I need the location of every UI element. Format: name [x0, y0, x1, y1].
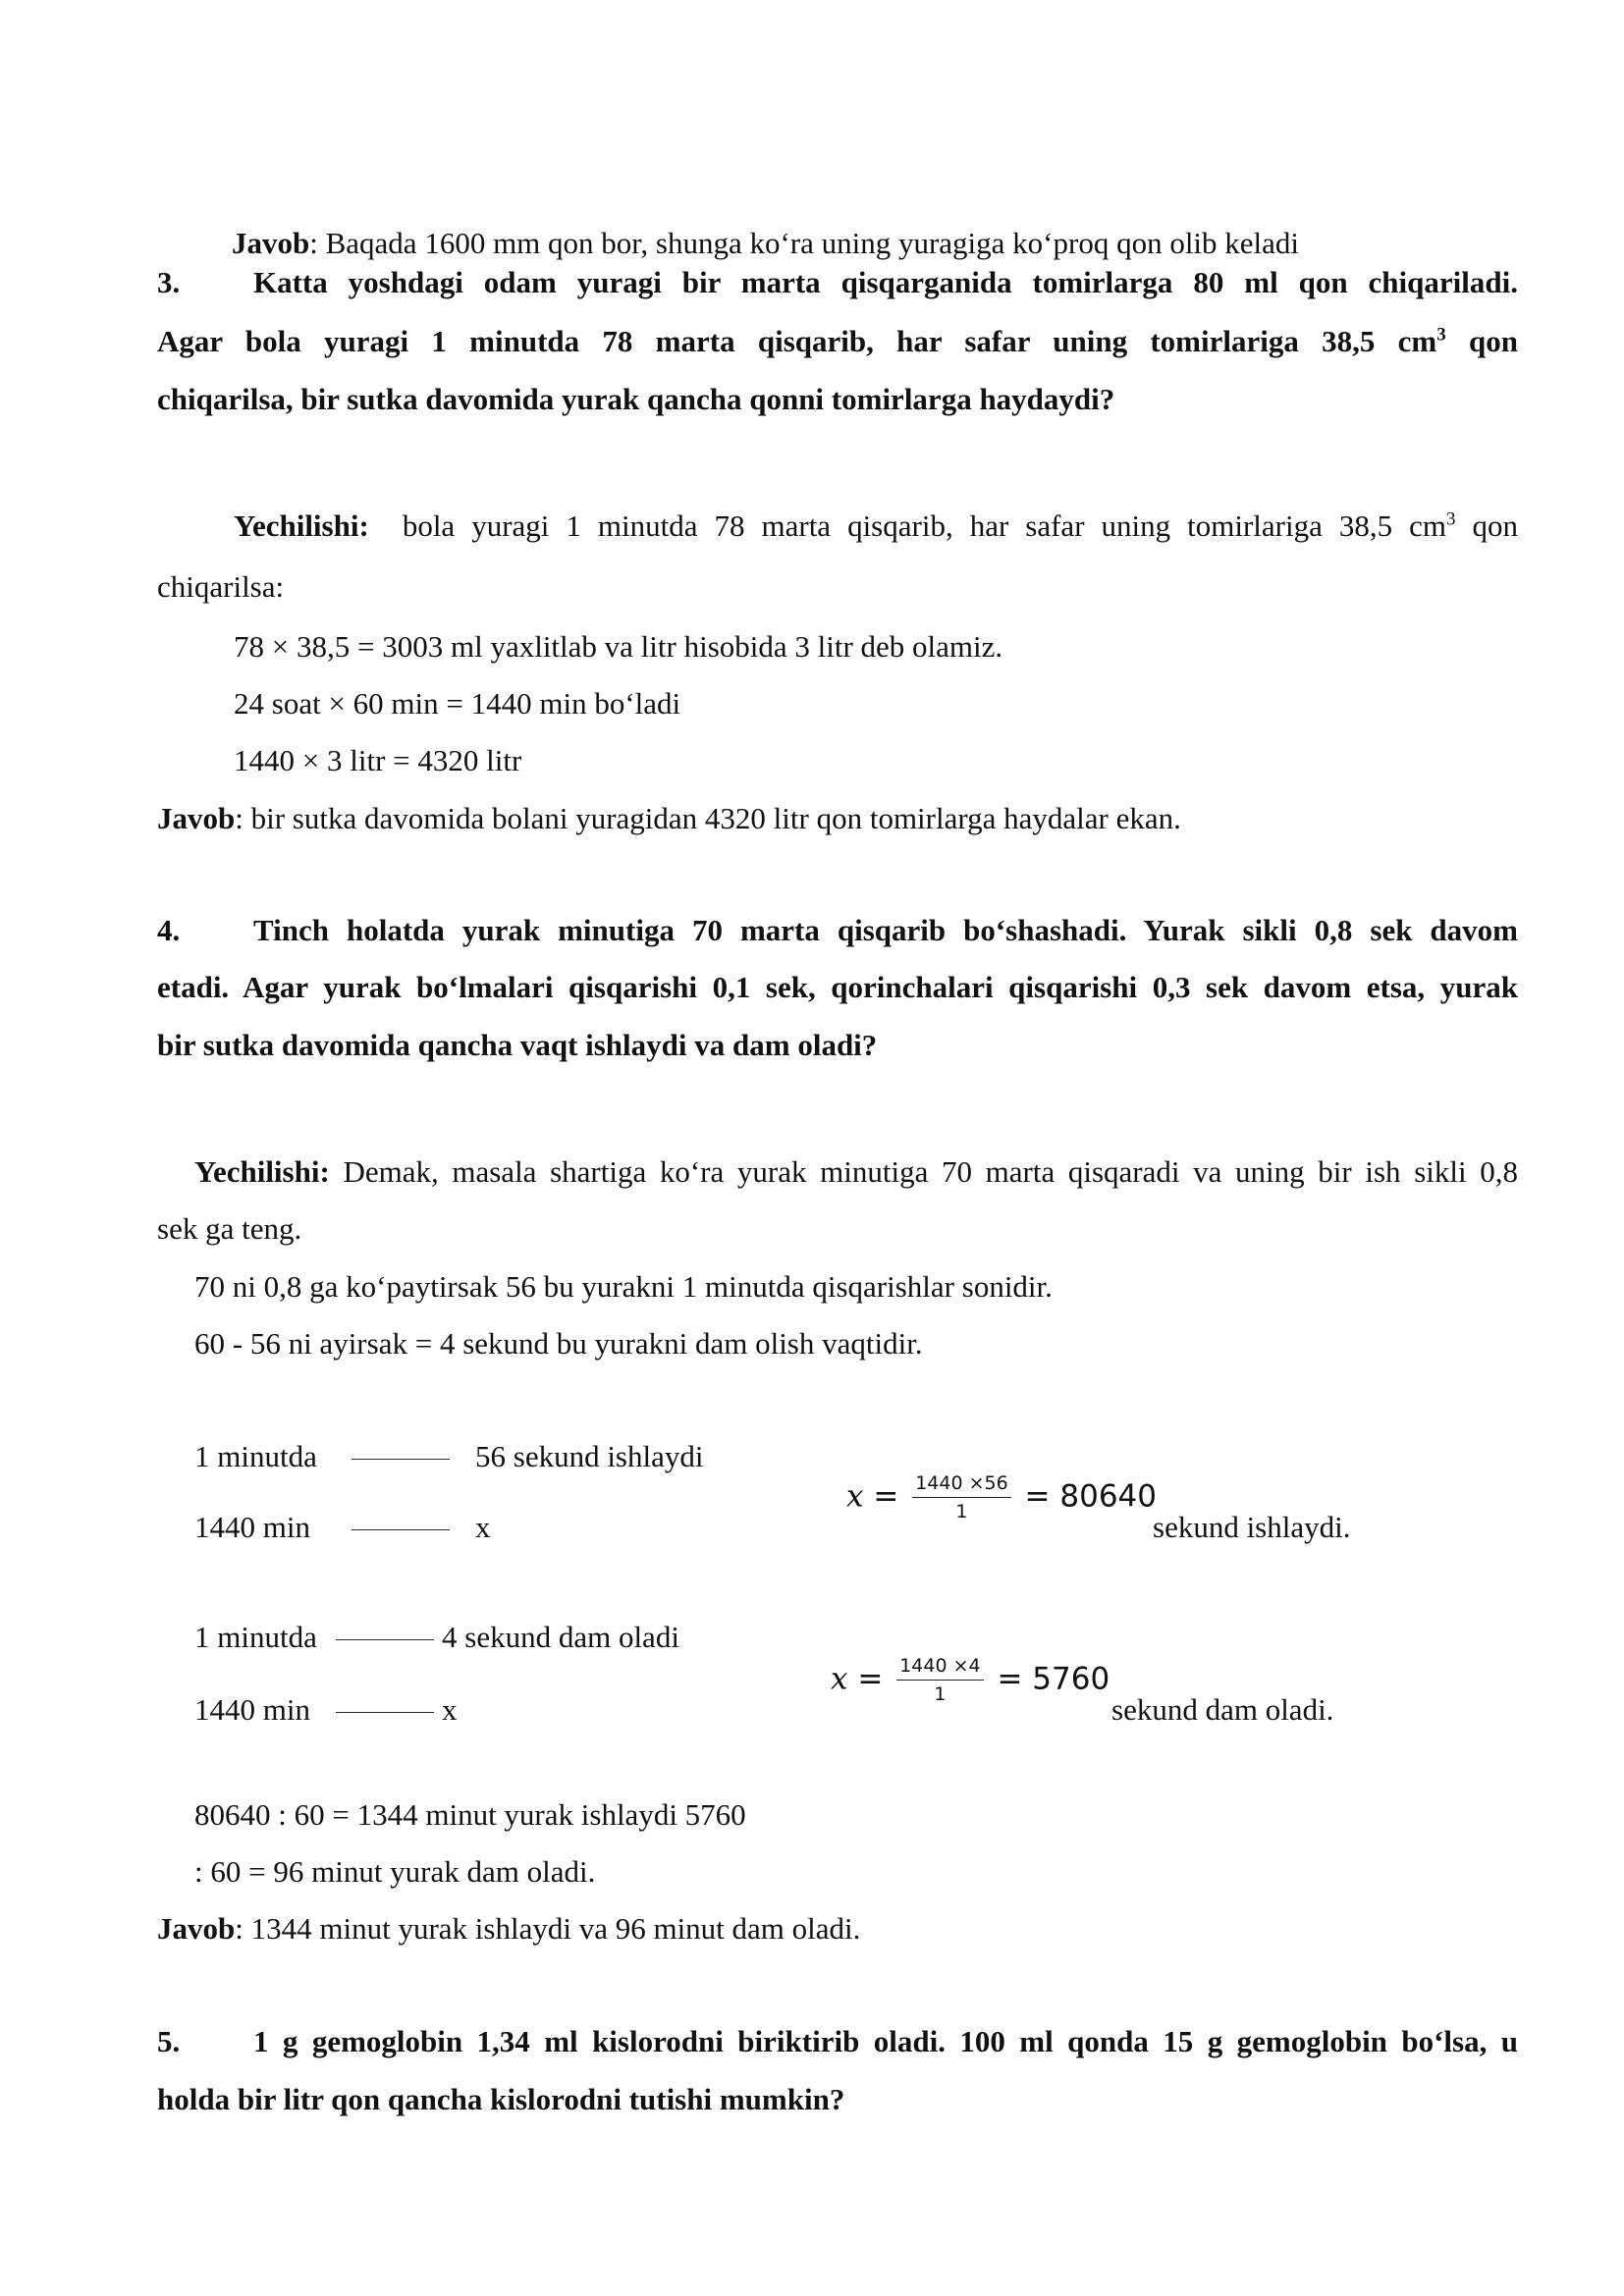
problem-3-line-1: Katta yoshdagi odam yuragi bir marta qisqarganida tomirlarga 80 ml qon chiqariladi.: [253, 265, 1518, 299]
problem-number-3: 3.: [157, 265, 181, 299]
proportion-3-right: 4 sekund dam oladi: [442, 1620, 679, 1654]
proportion-4-dash: [336, 1694, 434, 1725]
proportion-4-right: x: [442, 1692, 458, 1727]
proportion-2-right: x: [475, 1510, 491, 1544]
formula-2-text: sekund dam oladi.: [1111, 1692, 1334, 1727]
problem-3-line-3: chiqarilsa, bir sutka davomida yurak qancha qonni tomirlarga haydaydi?: [157, 382, 1115, 416]
solution-4-line-1: Yechilishi: Demak, masala shartiga ko‘ra yurak minutiga 70 marta qisqaradi va uning bir ish sikli 0,8: [194, 1154, 1518, 1189]
calc-line-1: 78 × 38,5 = 3003 ml yaxlitlab va litr hisobida 3 litr deb olamiz.: [234, 629, 1003, 664]
answer-label: Javob: [232, 226, 310, 260]
problem-number-4: 4.: [157, 913, 181, 947]
dash-line: [352, 1459, 450, 1460]
solution-4-line-4: 60 - 56 ni ayirsak = 4 sekund bu yurakni dam olish vaqtidir.: [194, 1326, 923, 1361]
problem-4-line-3: bir sutka davomida qancha vaqt ishlaydi va dam oladi?: [157, 1028, 878, 1062]
fraction: $\frac{1440 \times 4}{1}$: [896, 1657, 983, 1704]
solution-4-line-3: 70 ni 0,8 ga ko‘paytirsak 56 bu yurakni 1 minutda qisqarishlar sonidir.: [194, 1269, 1053, 1304]
previous-answer: Javob: Baqada 1600 mm qon bor, shunga ko‘ra uning yuragiga ko‘proq qon olib keladi: [232, 226, 1300, 260]
solution-label: Yechilishi:: [194, 1154, 330, 1189]
problem-4-line-1: Tinch holatda yurak minutiga 70 marta qisqarib bo‘shashadi. Yurak sikli 0,8 sek davom: [253, 913, 1518, 947]
proportion-2-left: 1440 min: [194, 1510, 310, 1544]
solution-label: Yechilishi:: [234, 508, 369, 543]
answer-3: Javob: bir sutka davomida bolani yuragidan 4320 litr qon tomirlarga haydalar ekan.: [157, 801, 1181, 835]
answer-label: Javob: [157, 801, 236, 835]
solution-3-line-1: Yechilishi: bola yuragi 1 minutda 78 marta qisqarib, har safar uning tomirlariga 38,5 $cm^3$ qon: [234, 508, 1519, 543]
total-line-2: : 60 = 96 minut yurak dam oladi.: [194, 1854, 596, 1889]
proportion-3-left: 1 minutda: [194, 1620, 317, 1654]
answer-label: Javob: [157, 1911, 236, 1946]
proportion-1-dash: [352, 1441, 450, 1471]
total-line-1: 80640 : 60 = 1344 minut yurak ishlaydi 5760: [194, 1797, 746, 1832]
answer-4: Javob: 1344 minut yurak ishlaydi va 96 minut dam oladi.: [157, 1911, 861, 1946]
dash-line: [336, 1639, 434, 1640]
problem-3-line-2: Agar bola yuragi 1 minutda 78 marta qisqarib, har safar uning tomirlariga 38,5 $cm^3$ qon: [157, 324, 1518, 358]
calc-line-3: 1440 × 3 litr = 4320 litr: [234, 743, 522, 777]
problem-5-line-1: 1 g gemoglobin 1,34 ml kislorodni biriktirib oladi. 100 ml qonda 15 g gemoglobin bo‘lsa, u: [253, 2024, 1518, 2058]
proportion-4-left: 1440 min: [194, 1692, 310, 1727]
solution-4-line-2: sek ga teng.: [157, 1211, 302, 1246]
calc-line-2: 24 soat × 60 min = 1440 min bo‘ladi: [234, 686, 681, 721]
formula-2: x = $\frac{1440 \times 4}{1}$ = 5760: [831, 1655, 1110, 1705]
dash-line: [336, 1712, 434, 1713]
proportion-1-left: 1 minutda: [194, 1439, 317, 1473]
solution-3-line-2: chiqarilsa:: [157, 569, 285, 604]
proportion-3-dash: [336, 1622, 434, 1652]
formula-1: x = $\frac{1440 \times 56}{1}$ = 80640: [846, 1472, 1157, 1522]
problem-4-line-2: etadi. Agar yurak bo‘lmalari qisqarishi 0,1 sek, qorinchalari qisqarishi 0,3 sek davom etsa, yurak: [157, 970, 1518, 1004]
proportion-2-dash: [352, 1512, 450, 1542]
problem-number-5: 5.: [157, 2024, 181, 2058]
proportion-1-right: 56 sekund ishlaydi: [475, 1439, 704, 1473]
dash-line: [352, 1529, 450, 1530]
fraction: $\frac{1440 \times 56}{1}$: [912, 1474, 1011, 1522]
problem-5-line-2: holda bir litr qon qancha kislorodni tutishi mumkin?: [157, 2082, 845, 2116]
formula-1-text: sekund ishlaydi.: [1153, 1510, 1351, 1544]
